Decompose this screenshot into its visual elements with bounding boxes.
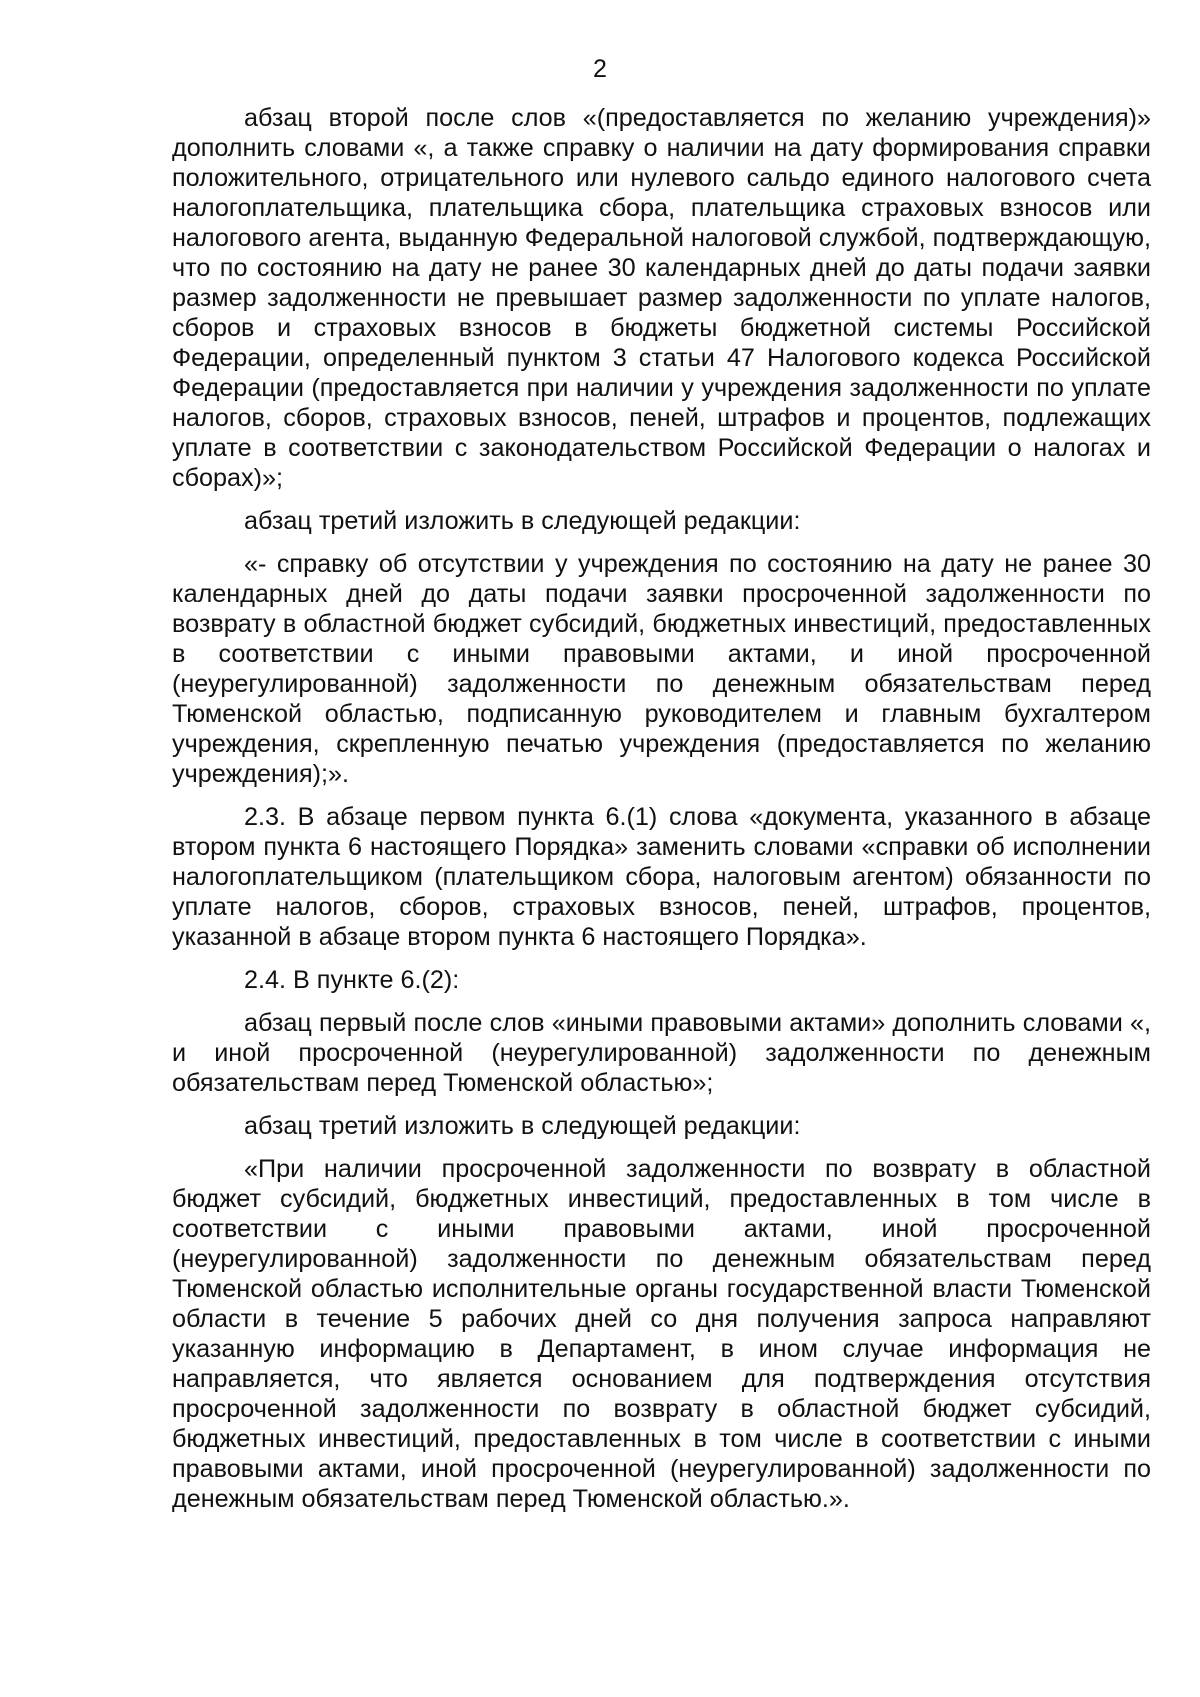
- paragraph-spravka-otsutstvie: «- справку об отсутствии у учреждения по состоянию на дату не ранее 30 календарных дней до даты подачи заявки просроченной задолженности по возврату в областной бюджет субсидий, бюджетных инвестиций, предоставленных в соответствии с иными правовыми актами, и иной просроченной (неурегулированной) задолженности по денежным обязательствам перед Тюменской областью, подписанную руководителем и главным бухгалтером учреждения, скрепленную печатью учреждения (предоставляется по желанию учреждения);».: [172, 550, 1151, 788]
- paragraph-2-4: 2.4. В пункте 6.(2):: [244, 966, 460, 994]
- paragraph-abzac-tretiy-intro: абзац третий изложить в следующей редакции:: [244, 507, 801, 535]
- paragraph-abzac-perviy: абзац первый после слов «иными правовыми актами» дополнить словами «, и иной просроченной (неурегулированной) задолженности по денежным обязательствам перед Тюменской областью»;: [172, 1009, 1151, 1097]
- paragraph-abzac-vtoroy: абзац второй после слов «(предоставляется по желанию учреждения)» дополнить словами «, а также справку о наличии на дату формирования справки положительного, отрицательного или нулевого сальдо единого налогового счета налогоплательщика, плательщика сбора, плательщика страховых взносов или налогового агента, выданную Федеральной налоговой службой, подтверждающую, что по состоянию на дату не ранее 30 календарных дней до даты подачи заявки размер задолженности не превышает размер задолженности по уплате налогов, сборов и страховых взносов в бюджеты бюджетной системы Российской Федерации, определенный пунктом 3 статьи 47 Налогового кодекса Российской Федерации (предоставляется при наличии у учреждения задолженности по уплате налогов, сборов, страховых взносов, пеней, штрафов и процентов, подлежащих уплате в соответствии с законодательством Российской Федерации о налогах и сборах)»;: [172, 104, 1151, 492]
- paragraph-2-3: 2.3. В абзаце первом пункта 6.(1) слова «документа, указанного в абзаце втором пункта 6 настоящего Порядка» заменить словами «справки об исполнении налогоплательщиком (плательщиком сбора, налоговым агентом) обязанности по уплате налогов, сборов, страховых взносов, пеней, штрафов, процентов, указанной в абзаце втором пункта 6 настоящего Порядка».: [172, 803, 1151, 951]
- document-body: [172, 103, 1151, 1514]
- paragraph-pri-nalichii: «При наличии просроченной задолженности по возврату в областной бюджет субсидий, бюджетных инвестиций, предоставленных в том числе в соответствии с иными правовыми актами, иной просроченной (неурегулированной) задолженности по денежным обязательствам перед Тюменской областью исполнительные органы государственной власти Тюменской области в течение 5 рабочих дней со дня получения запроса направляют указанную информацию в Департамент, в ином случае информация не направляется, что является основанием для подтверждения отсутствия просроченной задолженности по возврату в областной бюджет субсидий, бюджетных инвестиций, предоставленных в том числе в соответствии с иными правовыми актами, иной просроченной (неурегулированной) задолженности по денежным обязательствам перед Тюменской областью.».: [172, 1155, 1151, 1513]
- paragraph-abzac-tretiy-intro-2: абзац третий изложить в следующей редакции:: [244, 1112, 801, 1140]
- page-number: 2: [593, 55, 607, 83]
